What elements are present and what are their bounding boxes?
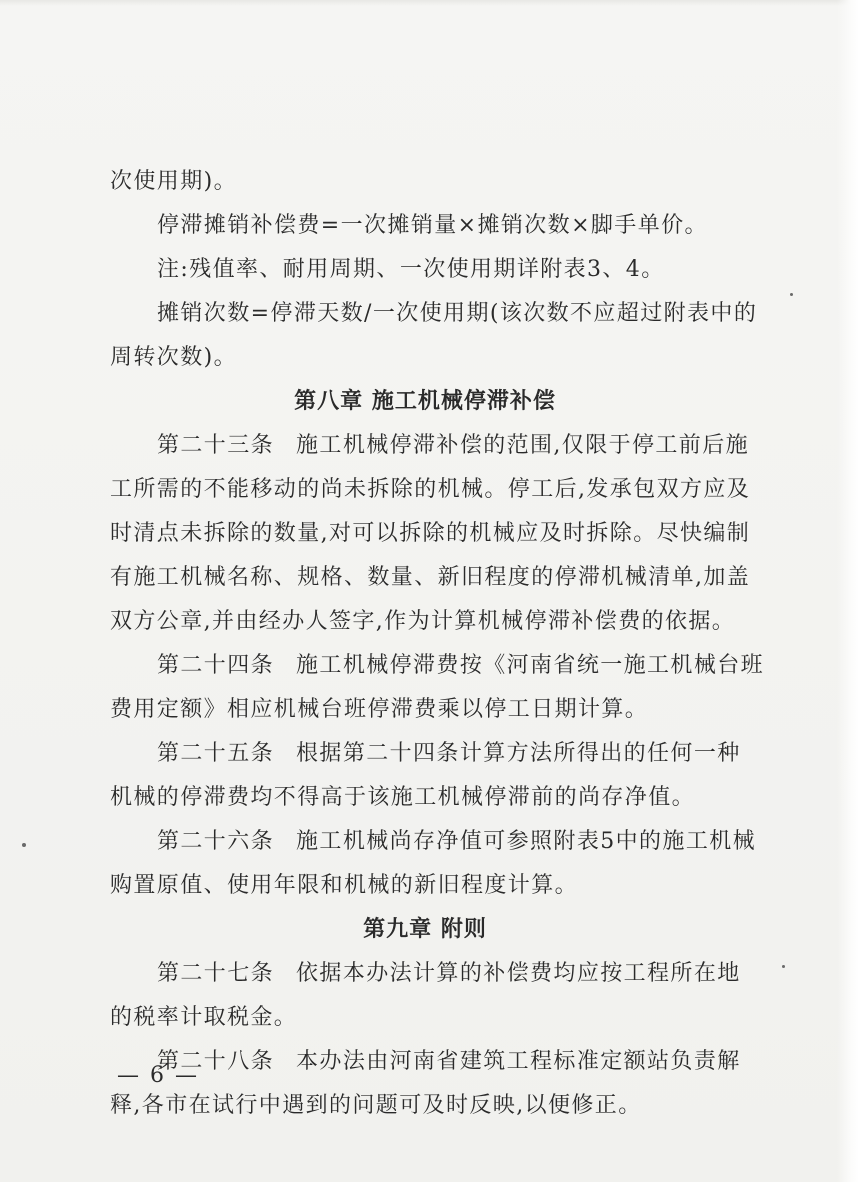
article-first-line — [110, 732, 740, 776]
article-label: 第二十八条 — [157, 1049, 275, 1074]
article-label: 第二十四条 — [157, 653, 275, 678]
article-line: 机械的停滞费均不得高于该施工机械停滞前的尚存净值。 — [110, 785, 696, 810]
chapter-heading: 第八章 施工机械停滞补偿 — [294, 389, 556, 414]
article-first-line — [110, 424, 750, 468]
article-first-line — [110, 644, 765, 688]
article-label: 第二十三条 — [157, 433, 275, 458]
chapter-heading: 第九章 附则 — [363, 917, 487, 942]
article-label: 第二十六条 — [157, 829, 275, 854]
article-label: 第二十七条 — [157, 961, 275, 986]
scan-speck — [790, 293, 793, 296]
article-line: 释,各市在试行中遇到的问题可及时反映,以便修正。 — [110, 1093, 642, 1118]
page-top-shadow — [0, 0, 859, 6]
article-line: 双方公章,并由经办人签字,作为计算机械停滞补偿费的依据。 — [110, 609, 736, 634]
document-body — [110, 160, 765, 1128]
article-label: 第二十五条 — [157, 741, 275, 766]
article-text: 根据第二十四条计算方法所得出的任何一种 — [296, 741, 741, 766]
page-right-edge — [837, 0, 859, 1182]
scan-speck — [22, 843, 26, 847]
page-number: — 6 — — [117, 1063, 199, 1088]
article-text: 依据本办法计算的补偿费均应按工程所在地 — [296, 961, 741, 986]
scan-speck — [782, 965, 785, 968]
paragraph-line: 停滞摊销补偿费=一次摊销量×摊销次数×脚手单价。 — [157, 213, 708, 238]
article-line: 购置原值、使用年限和机械的新旧程度计算。 — [110, 873, 579, 898]
article-first-line — [110, 1040, 740, 1084]
article-line: 有施工机械名称、规格、数量、新旧程度的停滞机械清单,加盖 — [110, 565, 751, 590]
article-text: 施工机械停滞补偿的范围,仅限于停工前后施 — [296, 433, 750, 458]
paragraph-line: 周转次数)。 — [110, 345, 237, 370]
article-text: 本办法由河南省建筑工程标准定额站负责解 — [296, 1049, 741, 1074]
article-text: 施工机械停滞费按《河南省统一施工机械台班 — [296, 653, 765, 678]
article-text: 施工机械尚存净值可参照附表5中的施工机械 — [296, 829, 757, 854]
article-first-line — [110, 952, 740, 996]
article-first-line — [110, 820, 757, 864]
paragraph-line: 次使用期)。 — [110, 169, 237, 194]
article-line: 费用定额》相应机械台班停滞费乘以停工日期计算。 — [110, 697, 649, 722]
article-line: 的税率计取税金。 — [110, 1005, 298, 1030]
article-line: 工所需的不能移动的尚未拆除的机械。停工后,发承包双方应及 — [110, 477, 751, 502]
paragraph-line: 注:残值率、耐用周期、一次使用期详附表3、4。 — [157, 257, 665, 282]
paragraph-line: 摊销次数=停滞天数/一次使用期(该次数不应超过附表中的 — [157, 301, 758, 326]
article-line: 时清点未拆除的数量,对可以拆除的机械应及时拆除。尽快编制 — [110, 521, 751, 546]
